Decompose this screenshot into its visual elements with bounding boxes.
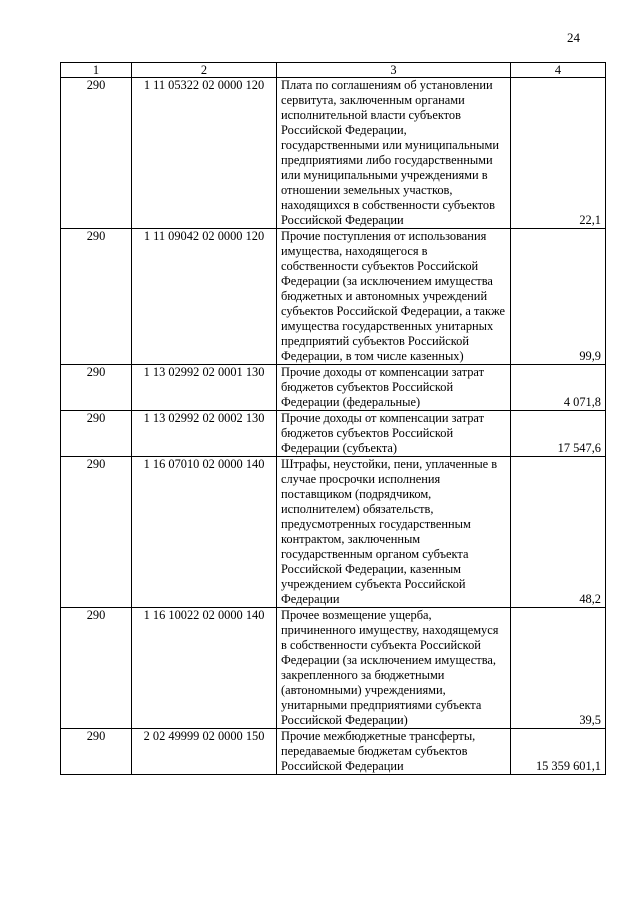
revenue-name-cell: Прочие межбюджетные трансферты, передаваемые бюджетам субъектов Российской Федерации: [277, 729, 511, 775]
admin-code-cell: 290: [61, 78, 132, 229]
table-row: [61, 229, 606, 365]
revenue-code-cell: 1 16 07010 02 0000 140: [132, 457, 277, 608]
column-header-4: 4: [511, 63, 606, 78]
table-header-row: [61, 63, 606, 78]
column-header-1: 1: [61, 63, 132, 78]
revenue-code-cell: 1 11 05322 02 0000 120: [132, 78, 277, 229]
amount-cell: 48,2: [511, 457, 606, 608]
revenue-name-cell: Прочие доходы от компенсации затрат бюджетов субъектов Российской Федерации (субъекта): [277, 411, 511, 457]
page-number: 24: [567, 30, 580, 45]
amount-cell: 99,9: [511, 229, 606, 365]
revenue-code-cell: 2 02 49999 02 0000 150: [132, 729, 277, 775]
admin-code-cell: 290: [61, 608, 132, 729]
admin-code-cell: 290: [61, 729, 132, 775]
revenue-code-cell: 1 11 09042 02 0000 120: [132, 229, 277, 365]
table-row: [61, 365, 606, 411]
admin-code-cell: 290: [61, 411, 132, 457]
revenue-name-cell: Плата по соглашениям об установлении сервитута, заключенным органами исполнительной власти субъектов Российской Федерации, государственными или муниципальными предприятиями либо государственными или муниципальными учреждениями в отношении земельных участков, находящихся в собственности субъектов Российской Федерации: [277, 78, 511, 229]
budget-revenue-table: [60, 62, 606, 775]
column-header-2: 2: [132, 63, 277, 78]
table-row: [61, 457, 606, 608]
revenue-name-cell: Прочее возмещение ущерба, причиненного имуществу, находящемуся в собственности субъекта Российской Федерации (за исключением имущества, закрепленного за бюджетными (автономными) учреждениями, унитарными предприятиями субъекта Российской Федерации): [277, 608, 511, 729]
table-row: [61, 411, 606, 457]
amount-cell: 39,5: [511, 608, 606, 729]
amount-cell: 4 071,8: [511, 365, 606, 411]
amount-cell: 15 359 601,1: [511, 729, 606, 775]
revenue-code-cell: 1 16 10022 02 0000 140: [132, 608, 277, 729]
admin-code-cell: 290: [61, 365, 132, 411]
table-row: [61, 608, 606, 729]
column-header-3: 3: [277, 63, 511, 78]
revenue-name-cell: Прочие поступления от использования имущества, находящегося в собственности субъектов Российской Федерации (за исключением имущества бюджетных и автономных учреждений субъектов Российской Федерации, а также имущества государственных унитарных предприятий субъектов Российской Федерации, в том числе казенных): [277, 229, 511, 365]
amount-cell: 17 547,6: [511, 411, 606, 457]
revenue-code-cell: 1 13 02992 02 0001 130: [132, 365, 277, 411]
revenue-name-cell: Штрафы, неустойки, пени, уплаченные в случае просрочки исполнения поставщиком (подрядчиком, исполнителем) обязательств, предусмотренных государственным контрактом, заключенным государственным органом субъекта Российской Федерации, казенным учреждением субъекта Российской Федерации: [277, 457, 511, 608]
table-row: [61, 729, 606, 775]
revenue-name-cell: Прочие доходы от компенсации затрат бюджетов субъектов Российской Федерации (федеральные): [277, 365, 511, 411]
revenue-code-cell: 1 13 02992 02 0002 130: [132, 411, 277, 457]
amount-cell: 22,1: [511, 78, 606, 229]
table-row: [61, 78, 606, 229]
admin-code-cell: 290: [61, 457, 132, 608]
admin-code-cell: 290: [61, 229, 132, 365]
